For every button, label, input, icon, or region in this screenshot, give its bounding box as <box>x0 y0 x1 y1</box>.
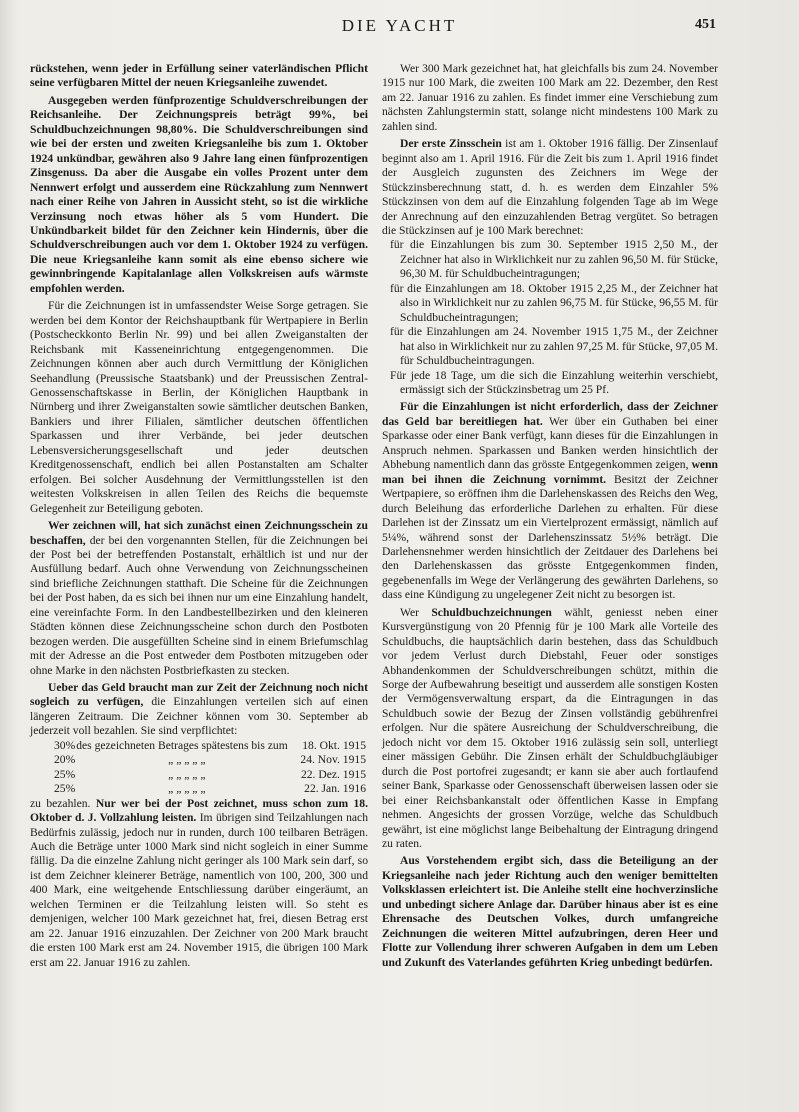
closing-paragraph: Aus Vorstehendem ergibt sich, dass die Beteiligung an der Kriegsanleihe nach jeder Richtung auch den weniger bemittelten Volksklassen erleichtert ist. Die Anleihe stellt eine hochverzinsliche und unbedingt sichere Anlage dar. Darüber hinaus aber ist es eine Ehrensache des Deutschen Volkes, durch umfangreiche Zeichnungen die weiteren Mittel aufzubringen, deren Heer und Flotte zur Vollendung ihrer schweren Aufgaben in dem um Leben und Zukunft des Vaterlandes geführten Krieg unbedingt bedürfen. <box>382 854 718 969</box>
left-column <box>30 62 368 970</box>
paragraph: Für die Zeichnungen ist in umfassendster Weise Sorge getragen. Sie werden bei dem Kontor der Reichshauptbank für Wertpapiere in Berlin (Postscheckkonto Berlin Nr. 99) und bei allen Zweiganstalten der Reichsbank mit Kasseneinrichtung entgegengenommen. Die Zeichnungen können aber auch durch Vermittlung der Königlichen Seehandlung (Preussische Staatsbank) und der Preussischen Zentral-Genossenschaftskasse in Berlin, der Königlichen Hauptbank in Nürnberg und ihrer Zweiganstalten sowie sämtlicher deutschen Banken, Bankiers und ihrer Filialen, sämtlicher deutschen öffentlichen Sparkassen und ihrer Verbände, bei jeder deutschen Lebensversicherungsgesellschaft und jeder deutschen Kreditgenossenschaft, endlich bei allen Postanstalten am Schalter erfolgen. Bei solcher Ausdehnung der Vermittlungsstellen ist den weitesten Volkskreisen in allen Teilen des Reichs die bequemste Gelegenheit zur Beteiligung geboten. <box>30 299 368 515</box>
rate-percent: 25% <box>54 782 76 796</box>
paragraph <box>382 137 718 238</box>
journal-title: DIE YACHT <box>341 16 458 35</box>
rate-percent: 25% <box>54 767 76 781</box>
bold-text: wenn man bei ihnen die Zeichnung vornimmt. <box>382 458 718 486</box>
rate-percent: 30% <box>54 738 76 752</box>
rate-date: 18. Okt. 1915 <box>302 738 366 752</box>
bold-text: Nur wer bei der Post zeichnet, muss schon zum 18. Oktober d. J. Vollzahlung leisten. <box>30 796 368 825</box>
rate-text: des gezeichneten Betrages spätestens bis zum <box>76 738 288 752</box>
text: Besitzt der Zeichner Wertpapiere, so eröffnen ihm die Darlehenskassen des Reichs den Weg, durch Beleihung das erforderliche Darlehen zu erhalten. Für diese Darlehen ist der Zinssatz um ein Viertelprozent ermässigt, nämlich auf 5¼%, während sonst der Darlehenszinssatz 5½% beträgt. Die Darlehensnehmer werden hinsichtlich der Zeitdauer des Darlehens bei den Darlehenskassen das grösste Entgegenkommen finden, gegebenenfalls im Wege der Verlängerung des gewährten Darlehens, so dass eine Kündigung zu ungelegener Zeit nicht zu besorgen ist. <box>382 472 718 602</box>
text: zu bezahlen. <box>30 796 96 810</box>
page-number: 451 <box>695 17 716 32</box>
text: Wer über ein Guthaben bei einer Sparkasse oder einer Bank verfügt, kann dieses für die Einzahlungen in Anspruch nehmen. Sparkassen und Banken werden hinsichtlich der Abhebung namentlich dann das grösste Entgegenkommen zeigen, <box>382 414 719 472</box>
text: Im übrigen sind Teilzahlungen nach Bedürfnis zulässig, jedoch nur in runden, durch 100 teilbaren Beträgen. Auch die Beträge unter 1000 Mark sind nicht sogleich in einer Summe fällig. Da die einzelne Zahlung nicht geringer als 100 Mark sein darf, so ist dem Zeichner kleinerer Beträge, namentlich von 100, 200, 300 und 400 Mark, eine weitgehende Entschliessung darüber eingeräumt, an welchen Terminen er die Teilzahlung leisten will. So steht es demjenigen, welcher 100 Mark gezeichnet hat, frei, diesen Betrag erst am 22. Januar 1916 einzuzahlen. Der Zeichner von 200 Mark braucht die ersten 100 Mark erst am 24. November 1915, die übrigen 100 Mark erst am 22. Januar 1916 zu zahlen. <box>30 811 369 969</box>
table-row <box>54 753 366 767</box>
bold-text: Der erste Zinsschein <box>400 137 502 151</box>
paragraph <box>30 681 368 739</box>
rate-percent: 20% <box>54 753 76 767</box>
table-row <box>54 739 366 753</box>
payment-schedule-table <box>54 739 366 797</box>
paragraph: Wer 300 Mark gezeichnet hat, hat gleichfalls bis zum 24. November 1915 nur 100 Mark, die zweiten 100 Mark am 22. Dezember, den Rest am 22. Januar 1916 zu zahlen. Es findet immer eine Verschiebung zum nächsten Zahlungstermin statt, solange nicht mindestens 100 Mark zu zahlen sind. <box>382 62 718 133</box>
rate-text: „ „ „ „ „ <box>168 753 206 767</box>
rate-text: „ „ „ „ „ <box>168 782 206 796</box>
right-column <box>382 62 718 970</box>
list-item: Für jede 18 Tage, um die sich die Einzahlung weiterhin verschiebt, ermässigt sich der Stückzinsbetrag um 25 Pf. <box>390 368 718 396</box>
paragraph <box>30 519 368 678</box>
paragraph: Ausgegeben werden fünfprozentige Schuldverschreibungen der Reichsanleihe. Der Zeichnungspreis beträgt 99%, bei Schuldbuchzeichnungen 98,80%. Die Schuldverschreibungen sind wie bei der ersten und zweiten Kriegsanleihe bis zum 1. Oktober 1924 unkündbar, gewähren also 9 Jahre lang einen fünfprozentigen Zinsgenuss. Da aber die Ausgabe ein volles Prozent unter dem Nennwert erfolgt und ausserdem eine Rückzahlung zum Nennwert nach einer Reihe von Jahren in Aussicht steht, so ist die wirkliche Verzinsung noch etwas höher als 5 vom Hundert. Die Unkündbarkeit bildet für den Zeichner kein Hindernis, über die Schuldverschreibungen auch vor dem 1. Oktober 1924 zu verfügen. Die neue Kriegsanleihe kann somit als eine ebenso sichere wie gewinnbringende Kapitalanlage allen Volkskreisen aufs wärmste empfohlen werden. <box>30 93 368 295</box>
rate-date: 22. Jan. 1916 <box>304 782 366 796</box>
list-item: für die Einzahlungen am 24. November 1915 1,75 M., der Zeichner hat also in Wirklichkeit nur zu zahlen 97,25 M. für Stücke, 97,05 M. für Schuldbucheintragungen. <box>390 325 718 368</box>
text: die Einzahlungen verteilen sich auf einen längeren Zeitraum. Die Zeichner können vom 30. September ab jederzeit voll bezahlen. Sie sind verpflichtet: <box>30 695 368 738</box>
list-item: für die Einzahlungen am 18. Oktober 1915 2,25 M., der Zeichner hat also in Wirklichkeit nur zu zahlen 96,75 M. für Stücke, 96,55 M. für Schuldbucheintragungen; <box>390 281 718 324</box>
text: wählt, geniesst neben einer Kursvergünstigung von 20 Pfennig für je 100 Mark alle Vorteile des Schuldbuchs, die hauptsächlich darin bestehen, dass das Schuldbuch vor jedem Verlust durch Diebstahl, Feuer oder sonstiges Abhandenkommen der Schuldverschreibungen schützt, mithin die Sorge der Aufbewahrung beseitigt und ausserdem alle sonstigen Kosten der Vermögensverwaltung erspart, da die Eintragungen in das Schuldbuch sowie der Bezug der Zinsen vollständig gebührenfrei erfolgen. Nur die spätere Ausreichung der Schuldverschreibung, die jedoch nicht vor dem 15. Oktober 1916 zulässig sein soll, unterliegt einer mässigen Gebühr. Die Zinsen erhält der Schuldbuchgläubiger durch die Post portofrei zugesandt; er kann sie aber auch fortlaufend seiner Bank, Sparkasse oder Genossenschaft überweisen lassen oder sie bei einer Reichsbankanstalt oder öffentlichen Kasse in Empfang nehmen. Angesichts der grossen Vorzüge, welche das Schuldbuch gewährt, ist eine möglichst lange Beibehaltung der Eintragung dringend zu raten. <box>382 605 718 851</box>
table-row <box>54 782 366 796</box>
bold-text: Schuldbuchzeichnungen <box>431 605 552 619</box>
rate-date: 22. Dez. 1915 <box>300 767 366 781</box>
text: Wer <box>400 605 432 619</box>
rate-date: 24. Nov. 1915 <box>300 753 366 767</box>
bold-text: Wer zeichnen will, hat sich zunächst einen Zeichnungsschein zu beschaffen, <box>30 519 368 547</box>
bold-text: Für die Einzahlungen ist nicht erforderlich, dass der Zeichner das Geld bar bereitliegen hat. <box>382 400 718 428</box>
list-item: für die Einzahlungen bis zum 30. September 1915 2,50 M., der Zeichner hat also in Wirklichkeit nur zu zahlen 96,50 M. für Stücke, 96,30 M. für Schuldbucheintragungen; <box>390 238 718 281</box>
table-row <box>54 768 366 782</box>
text: der bei den vorgenannten Stellen, für die Zeichnungen bei der Post bei der betreffenden Postanstalt, erhältlich ist und nur der Ausfüllung bedarf. Auch ohne Verwendung von Zeichnungsscheinen sind briefliche Zeichnungen statthaft. Die Scheine für die Zeichnungen bei der Post haben, da es sich bei ihnen nur um eine Einzahlung handelt, eine vereinfachte Form. In den Landbestellbezirken und den kleineren Städten können diese Zeichnungsscheine schon durch den Postboten bezogen werden. Die ausgefüllten Scheine sind in einem Briefumschlag mit der Adresse an die Post entweder dem Postboten mitzugeben oder ohne Marke in den nächsten Postbriefkasten zu stecken. <box>30 533 368 677</box>
paragraph <box>382 606 718 852</box>
bold-text: Ueber das Geld braucht man zur Zeit der Zeichnung noch nicht sogleich zu verfügen, <box>30 681 368 709</box>
text: ist am 1. Oktober 1916 fällig. Der Zinsenlauf beginnt also am 1. April 1916. Für die Zeit bis zum 1. April 1916 findet der Ausgleich zugunsten des Zeichners im Wege der Stückzinsberechnung statt, d. h. es werden dem Einzahler 5% Stückzinsen von dem auf die Einzahlung folgenden Tage ab im Wege der Anrechnung auf den einzuzahlenden Betrag vergütet. So betragen die Stückzinsen auf je 100 Mark berechnet: <box>382 137 718 237</box>
paragraph <box>30 797 368 970</box>
rate-text: „ „ „ „ „ <box>168 767 206 781</box>
page-header <box>0 14 799 38</box>
paragraph: rückstehen, wenn jeder in Erfüllung seiner vaterländischen Pflicht seine verfügbaren Mittel der neuen Kriegsanleihe zuwendet. <box>30 62 368 90</box>
paragraph <box>382 400 718 602</box>
